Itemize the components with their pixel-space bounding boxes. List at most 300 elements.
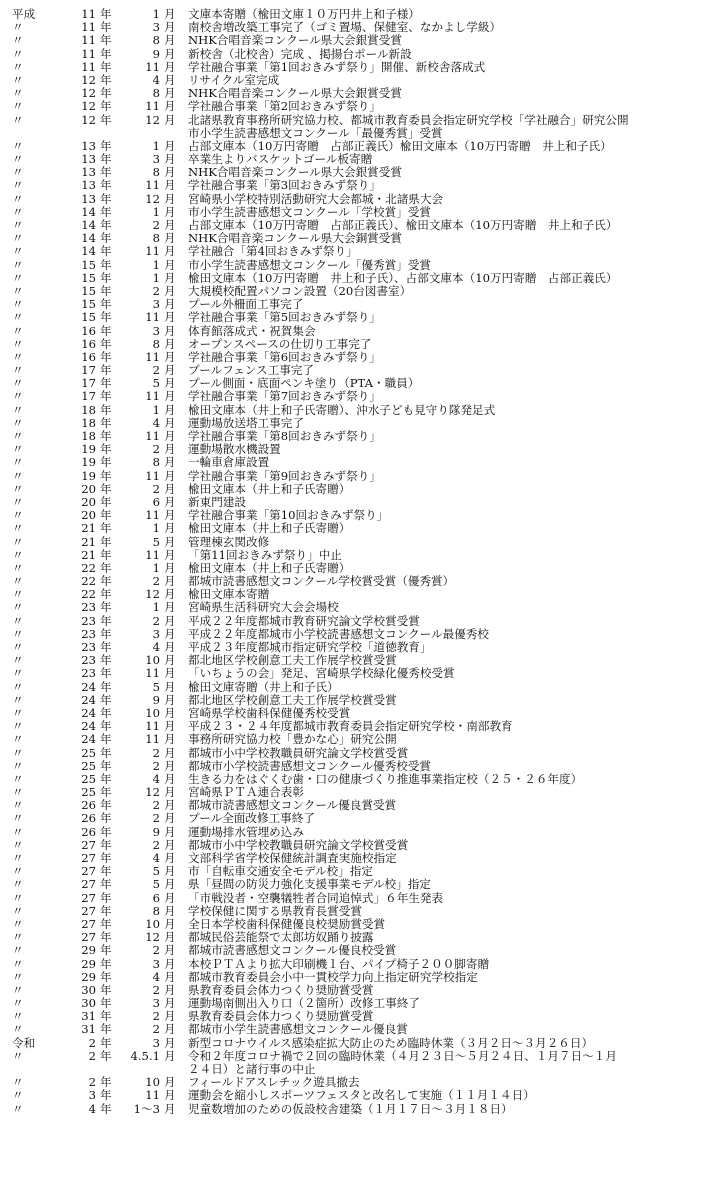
- history-entry: [0, 259, 726, 272]
- history-entry: [0, 34, 726, 47]
- month-unit: 月: [164, 640, 176, 654]
- year-value: 23: [81, 653, 96, 668]
- year-value: 13: [81, 165, 96, 180]
- month-unit: 月: [164, 1075, 176, 1090]
- era-label: 〃: [12, 415, 24, 430]
- event-text: 大規模校配置パソコン設置（20台図書室）: [188, 284, 412, 298]
- month-unit: 月: [164, 758, 176, 773]
- year-unit: 年: [100, 270, 112, 285]
- year-value: 17: [81, 389, 96, 404]
- history-entry: [0, 1050, 726, 1076]
- year-value: 23: [81, 640, 96, 654]
- era-label: 〃: [12, 626, 24, 641]
- year-unit: 年: [100, 99, 112, 114]
- event-text: 「いちょうの会」発足、宮崎県学校緑化優秀校受賞: [188, 667, 455, 681]
- month-unit: 月: [164, 1088, 176, 1103]
- year-unit: 年: [100, 297, 112, 312]
- event-text: 新型コロナウイルス感染症拡大防止のため臨時休業（３月２日～３月２６日）: [188, 1036, 594, 1050]
- event-text: 事務所研究協力校「豊かな心」研究公開: [188, 733, 397, 747]
- year-unit: 年: [100, 969, 112, 984]
- year-unit: 年: [100, 982, 112, 997]
- year-value: 11: [81, 20, 96, 35]
- event-text: 卒業生よりバスケットゴール板寄贈: [188, 153, 373, 167]
- event-text: 都北地区学校創意工夫工作展学校賞受賞: [188, 654, 397, 668]
- event-text: 県「昼間の防災力強化支援事業モデル校」指定: [188, 878, 431, 892]
- era-label: 〃: [12, 587, 24, 602]
- era-label: 〃: [12, 402, 24, 417]
- year-unit: 年: [100, 494, 112, 509]
- event-text: 全日本学校歯科保健優良校奨励賞受賞: [188, 917, 386, 931]
- era-label: 〃: [12, 547, 24, 562]
- year-value: 11: [81, 46, 96, 61]
- month-value: 3: [152, 996, 160, 1011]
- era-label: 〃: [12, 956, 24, 971]
- era-label: 〃: [12, 283, 24, 298]
- event-text: 学社融合事業「第10回おきみず祭り」: [188, 509, 389, 523]
- year-unit: 年: [100, 930, 112, 945]
- era-label: 〃: [12, 719, 24, 734]
- era-label: 令和: [12, 1035, 36, 1050]
- month-value: 1: [152, 560, 160, 575]
- history-entry: [0, 1103, 726, 1116]
- history-entry: [0, 245, 726, 258]
- era-label: 〃: [12, 310, 24, 325]
- month-value: 4: [152, 415, 160, 430]
- year-value: 14: [81, 204, 96, 219]
- month-unit: 月: [164, 785, 176, 800]
- era-label: 〃: [12, 165, 24, 180]
- month-value: 2: [152, 442, 160, 457]
- month-value: 9: [152, 692, 160, 707]
- era-label: 〃: [12, 20, 24, 35]
- year-unit: 年: [100, 152, 112, 167]
- month-unit: 月: [164, 86, 176, 101]
- year-unit: 年: [100, 798, 112, 813]
- year-value: 13: [81, 191, 96, 206]
- year-unit: 年: [100, 1035, 112, 1050]
- year-unit: 年: [100, 785, 112, 800]
- era-label: 〃: [12, 99, 24, 114]
- month-value: 2: [152, 758, 160, 773]
- year-value: 16: [81, 336, 96, 351]
- history-entry: [0, 61, 726, 74]
- era-label: 〃: [12, 86, 24, 101]
- year-value: 26: [81, 824, 96, 839]
- event-text: プール外柵面工事完了: [188, 298, 304, 312]
- month-value: 2: [152, 982, 160, 997]
- history-entry: [0, 311, 726, 324]
- year-value: 2: [88, 1035, 96, 1050]
- event-text: 楡田文庫本（10万円寄贈 井上和子氏）、占部文庫本（10万円寄贈 占部正義氏）: [188, 271, 618, 285]
- history-entry: [0, 747, 726, 760]
- event-text: 宮崎県小学校特別活動研究大会都城・北諸県大会: [188, 192, 444, 206]
- era-label: 〃: [12, 877, 24, 892]
- year-unit: 年: [100, 864, 112, 879]
- era-label: 〃: [12, 152, 24, 167]
- event-text: 学社融合事業「第5回おきみず祭り」: [188, 311, 381, 325]
- month-unit: 月: [164, 389, 176, 404]
- year-unit: 年: [100, 1075, 112, 1090]
- year-unit: 年: [100, 415, 112, 430]
- year-unit: 年: [100, 640, 112, 654]
- month-value: 3: [152, 297, 160, 312]
- year-unit: 年: [100, 231, 112, 246]
- month-unit: 月: [164, 244, 176, 259]
- year-value: 16: [81, 349, 96, 364]
- month-unit: 月: [164, 626, 176, 641]
- era-label: 〃: [12, 33, 24, 48]
- month-unit: 月: [164, 719, 176, 734]
- month-value: 3: [152, 20, 160, 35]
- year-unit: 年: [100, 613, 112, 628]
- year-value: 31: [81, 1022, 96, 1037]
- year-unit: 年: [100, 824, 112, 839]
- era-label: 〃: [12, 864, 24, 879]
- era-label: 〃: [12, 270, 24, 285]
- year-value: 13: [81, 138, 96, 153]
- event-text: 学社融合事業「第8回おきみず祭り」: [188, 430, 381, 443]
- era-label: 〃: [12, 785, 24, 800]
- month-unit: 月: [164, 455, 176, 470]
- event-text: 都城市読書感想文コンクール優良賞受賞: [188, 799, 397, 813]
- event-text: 学社融合事業「第2回おきみず祭り」: [188, 100, 381, 114]
- year-value: 14: [81, 218, 96, 232]
- era-label: 〃: [12, 1048, 24, 1063]
- month-unit: 月: [164, 1022, 176, 1037]
- event-text: 宮崎県学校歯科保健優秀校受賞: [188, 706, 351, 720]
- history-entry: [0, 812, 726, 825]
- year-unit: 年: [100, 996, 112, 1011]
- month-unit: 月: [164, 600, 176, 615]
- month-value: 3: [152, 152, 160, 167]
- month-value: 2: [152, 1009, 160, 1024]
- month-value: 6: [152, 494, 160, 509]
- month-value: 1: [152, 7, 160, 21]
- month-value: 5: [152, 534, 160, 549]
- era-label: 〃: [12, 138, 24, 153]
- year-unit: 年: [100, 349, 112, 364]
- month-value: 11: [145, 666, 160, 681]
- event-text: 宮崎県ＰＴＡ連合表彰: [188, 786, 304, 800]
- month-unit: 月: [164, 363, 176, 378]
- era-label: 〃: [12, 72, 24, 87]
- year-unit: 年: [100, 442, 112, 457]
- year-unit: 年: [100, 59, 112, 74]
- year-value: 17: [81, 363, 96, 378]
- year-value: 20: [81, 508, 96, 523]
- era-label: 〃: [12, 468, 24, 483]
- month-unit: 月: [164, 837, 176, 852]
- month-unit: 月: [164, 72, 176, 87]
- year-unit: 年: [100, 560, 112, 575]
- month-value: 1: [152, 257, 160, 272]
- history-entry: [0, 944, 726, 957]
- year-value: 25: [81, 758, 96, 773]
- year-value: 23: [81, 666, 96, 681]
- history-entry: [0, 522, 726, 535]
- year-unit: 年: [100, 283, 112, 298]
- month-unit: 月: [164, 692, 176, 707]
- month-unit: 月: [164, 7, 176, 21]
- event-text: オープンスペースの仕切り工事完了: [188, 337, 372, 351]
- year-value: 25: [81, 745, 96, 760]
- month-unit: 月: [164, 771, 176, 786]
- month-unit: 月: [164, 679, 176, 694]
- history-entry: [0, 1023, 726, 1036]
- year-value: 18: [81, 415, 96, 430]
- era-label: 〃: [12, 521, 24, 536]
- event-text: 楡田文庫本（井上和子氏寄贈）: [188, 482, 351, 496]
- year-value: 17: [81, 376, 96, 391]
- month-unit: 月: [164, 165, 176, 180]
- history-entry: [0, 733, 726, 746]
- event-text: 市小学生読書感想文コンクール「学校賞」受賞: [188, 205, 432, 219]
- event-text: 本校ＰＴＡより拡大印刷機１台、パイプ椅子２００脚寄贈: [188, 957, 490, 971]
- month-value: 11: [145, 99, 160, 114]
- year-value: 23: [81, 626, 96, 641]
- year-value: 21: [81, 547, 96, 562]
- month-value: 2: [152, 481, 160, 496]
- year-unit: 年: [100, 310, 112, 325]
- history-entry: [0, 48, 726, 61]
- event-text: NHK合唱音楽コンクール県大会銀賞受賞: [188, 34, 402, 48]
- month-value: 8: [152, 903, 160, 918]
- era-label: 〃: [12, 442, 24, 457]
- year-value: 20: [81, 481, 96, 496]
- month-unit: 月: [164, 1048, 176, 1063]
- month-unit: 月: [164, 415, 176, 430]
- event-text: 運動場散水機設置: [188, 443, 281, 457]
- month-value: 4: [152, 851, 160, 865]
- year-value: 24: [81, 732, 96, 747]
- event-text: 体育館落成式・祝賀集会: [188, 324, 316, 338]
- month-value: 11: [145, 59, 160, 74]
- year-value: 15: [81, 297, 96, 312]
- era-label: 〃: [12, 890, 24, 905]
- era-label: 〃: [12, 429, 24, 443]
- event-text: 占部文庫本（10万円寄贈 占部正義氏）、楡田文庫本（10万円寄贈 井上和子氏）: [188, 219, 618, 232]
- history-entry: [0, 456, 726, 469]
- era-label: 〃: [12, 363, 24, 378]
- month-value: 8: [152, 165, 160, 180]
- month-unit: 月: [164, 20, 176, 35]
- year-value: 21: [81, 534, 96, 549]
- era-label: 〃: [12, 732, 24, 747]
- year-value: 24: [81, 705, 96, 720]
- history-entry: [0, 615, 726, 628]
- history-entry: [0, 179, 726, 192]
- month-unit: 月: [164, 653, 176, 668]
- month-value: 11: [145, 468, 160, 483]
- month-value: 9: [152, 824, 160, 839]
- year-value: 20: [81, 494, 96, 509]
- month-value: 2: [152, 1022, 160, 1037]
- event-text: 宮崎県生活科研究大会会場校: [188, 601, 339, 615]
- history-entry: [0, 114, 726, 140]
- event-text: 平成２３年度都城市指定研究学校「道徳教育」: [188, 641, 432, 654]
- month-value: 12: [145, 785, 160, 800]
- month-value: 2: [152, 943, 160, 958]
- year-unit: 年: [100, 745, 112, 760]
- year-value: 18: [81, 402, 96, 417]
- event-text: 「第11回おきみず祭り」中止: [188, 548, 342, 562]
- year-value: 25: [81, 785, 96, 800]
- event-text: 学社融合事業「第9回おきみず祭り」: [188, 469, 381, 483]
- event-text: 県教育委員会体力つくり奨励賞受賞: [188, 1010, 374, 1024]
- year-value: 4: [88, 1101, 96, 1116]
- month-value: 8: [152, 231, 160, 246]
- era-label: 平成: [12, 7, 36, 21]
- month-unit: 月: [164, 138, 176, 153]
- year-value: 12: [81, 112, 96, 127]
- month-unit: 月: [164, 956, 176, 971]
- month-value: 8: [152, 86, 160, 101]
- era-label: 〃: [12, 204, 24, 219]
- year-value: 14: [81, 231, 96, 246]
- year-value: 2: [88, 1075, 96, 1090]
- event-text: 新東門建設: [188, 495, 246, 509]
- year-value: 12: [81, 86, 96, 101]
- month-value: 2: [152, 837, 160, 852]
- month-unit: 月: [164, 494, 176, 509]
- month-unit: 月: [164, 402, 176, 417]
- era-label: 〃: [12, 1101, 24, 1116]
- era-label: 〃: [12, 574, 24, 589]
- era-label: 〃: [12, 758, 24, 773]
- month-unit: 月: [164, 851, 176, 865]
- month-unit: 月: [164, 521, 176, 536]
- year-unit: 年: [100, 943, 112, 958]
- year-value: 14: [81, 244, 96, 259]
- event-text: フィールドアスレチック遊具撤去: [188, 1076, 360, 1090]
- year-unit: 年: [100, 244, 112, 259]
- history-entry: [0, 338, 726, 351]
- year-value: 24: [81, 692, 96, 707]
- event-text: 生きる力をはぐくむ歯・口の健康づくり推進事業指定校（２５・２６年度）: [188, 772, 583, 786]
- event-text: 楡田文庫本（井上和子氏寄贈）、沖水子ども見守り隊発足式: [188, 403, 496, 417]
- history-entry: [0, 483, 726, 496]
- year-unit: 年: [100, 679, 112, 694]
- event-text: NHK合唱音楽コンクール県大会銅賞受賞: [188, 232, 402, 246]
- month-value: 3: [152, 323, 160, 338]
- era-label: 〃: [12, 46, 24, 61]
- month-unit: 月: [164, 442, 176, 457]
- era-label: 〃: [12, 811, 24, 826]
- event-text: プールフェンス工事完了: [188, 364, 315, 378]
- era-label: 〃: [12, 692, 24, 707]
- event-text: 学社融合事業「第7回おきみず祭り」: [188, 390, 381, 404]
- month-value: 11: [145, 244, 160, 259]
- year-value: 25: [81, 771, 96, 786]
- month-value: 12: [145, 587, 160, 602]
- year-unit: 年: [100, 1022, 112, 1037]
- event-text: 楡田文庫本寄贈: [188, 588, 270, 602]
- month-value: 11: [145, 429, 160, 443]
- event-text: 平成２３・２４年度都城市教育委員会指定研究学校・南部教育: [188, 720, 513, 734]
- year-unit: 年: [100, 719, 112, 734]
- month-value: 2: [152, 811, 160, 826]
- year-value: 29: [81, 956, 96, 971]
- month-unit: 月: [164, 1009, 176, 1024]
- era-label: 〃: [12, 257, 24, 272]
- history-entry: [0, 470, 726, 483]
- month-value: 2: [152, 574, 160, 589]
- history-entry: [0, 892, 726, 905]
- month-unit: 月: [164, 587, 176, 602]
- year-value: 11: [81, 59, 96, 74]
- era-label: 〃: [12, 600, 24, 615]
- event-text: 都城市小学生読書感想文コンクール優良賞: [188, 1023, 408, 1037]
- year-value: 27: [81, 851, 96, 865]
- month-unit: 月: [164, 982, 176, 997]
- month-unit: 月: [164, 99, 176, 114]
- year-unit: 年: [100, 20, 112, 35]
- event-text: 運動会を縮小しスポーツフェスタと改名して実施（１１月１４日）: [188, 1089, 535, 1103]
- event-text: 文庫本寄贈（楡田文庫１０万円井上和子様）: [188, 8, 420, 21]
- month-unit: 月: [164, 231, 176, 246]
- era-label: 〃: [12, 494, 24, 509]
- month-value: 12: [145, 930, 160, 945]
- month-unit: 月: [164, 204, 176, 219]
- event-text: 文部科学省学校保健統計調査実施校指定: [188, 852, 397, 865]
- history-entry: [0, 390, 726, 403]
- month-unit: 月: [164, 508, 176, 523]
- year-unit: 年: [100, 666, 112, 681]
- month-value: 9: [152, 46, 160, 61]
- month-unit: 月: [164, 996, 176, 1011]
- month-value: 5: [152, 864, 160, 879]
- event-text: 都城民俗芸能祭で太郎坊奴踊り披露: [188, 931, 374, 945]
- era-label: 〃: [12, 1075, 24, 1090]
- era-label: 〃: [12, 996, 24, 1011]
- year-unit: 年: [100, 112, 112, 127]
- month-unit: 月: [164, 877, 176, 892]
- month-unit: 月: [164, 534, 176, 549]
- month-value: 4.5.1: [130, 1048, 160, 1063]
- year-unit: 年: [100, 72, 112, 87]
- month-value: 11: [145, 178, 160, 193]
- year-value: 24: [81, 679, 96, 694]
- year-value: 31: [81, 1009, 96, 1024]
- year-unit: 年: [100, 218, 112, 232]
- month-unit: 月: [164, 1035, 176, 1050]
- year-value: 19: [81, 468, 96, 483]
- month-value: 1: [152, 204, 160, 219]
- event-text: プール側面・底面ペンキ塗り（PTA・職員）: [188, 377, 420, 391]
- month-unit: 月: [164, 864, 176, 879]
- year-value: 27: [81, 916, 96, 931]
- era-label: 〃: [12, 218, 24, 232]
- year-value: 30: [81, 996, 96, 1011]
- year-unit: 年: [100, 705, 112, 720]
- year-value: 23: [81, 613, 96, 628]
- year-value: 27: [81, 877, 96, 892]
- year-value: 13: [81, 152, 96, 167]
- event-text: 学社融合事業「第6回おきみず祭り」: [188, 350, 381, 364]
- event-text: 令和２年度コロナ禍で２回の臨時休業（４月２３日～５月２４日、１月７日～１月 ２４日）と諸行事の中止: [188, 1049, 617, 1076]
- year-value: 27: [81, 930, 96, 945]
- era-label: 〃: [12, 1022, 24, 1037]
- month-unit: 月: [164, 1101, 176, 1116]
- era-label: 〃: [12, 376, 24, 391]
- history-entry: [0, 667, 726, 680]
- month-value: 11: [145, 719, 160, 734]
- month-value: 11: [145, 349, 160, 364]
- era-label: 〃: [12, 613, 24, 628]
- month-value: 4: [152, 969, 160, 984]
- era-label: 〃: [12, 943, 24, 958]
- month-value: 11: [145, 310, 160, 325]
